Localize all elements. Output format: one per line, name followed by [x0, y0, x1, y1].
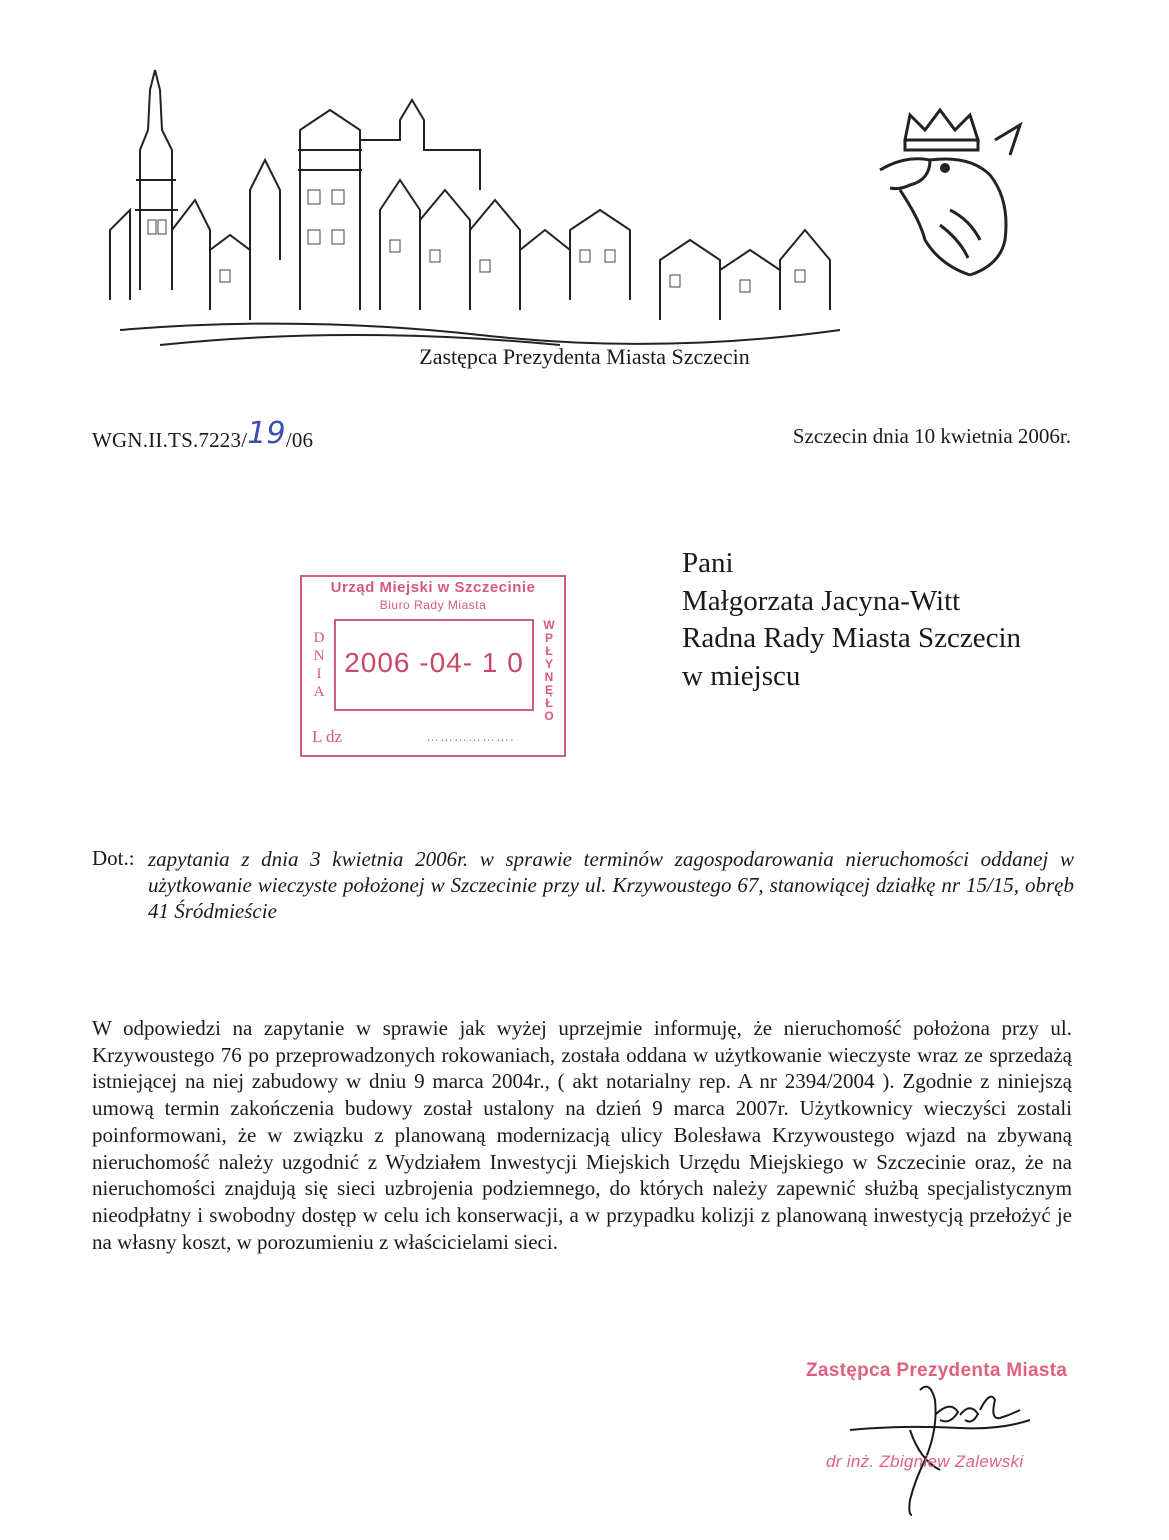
addressee-block [682, 545, 1021, 695]
stamp-ldz-dots: ………………. [426, 729, 515, 744]
griffin-crest-icon [860, 100, 1030, 280]
addressee-name: Małgorzata Jacyna-Witt [682, 584, 961, 617]
date-line: Szczecin dnia 10 kwietnia 2006r. [792, 424, 1071, 448]
signature-stamp-title: Zastępca Prezydenta Miasta [806, 1360, 1068, 1381]
signature-stamp-name: dr inż. Zbigniew Zalewski [826, 1452, 1024, 1471]
handwritten-signature [840, 1370, 1050, 1520]
subject-label: Dot.: [92, 846, 135, 870]
stamp-ldz-label: L dz [312, 727, 343, 746]
addressee-salutation: Pani [682, 547, 734, 579]
reference-suffix: /06 [285, 428, 314, 452]
office-title: Zastępca Prezydenta Miasta Szczecin [419, 344, 750, 369]
stamp-received-label: W P Ł Y N Ę Ł O [543, 618, 555, 723]
stamp-day-label: D N I A [313, 630, 325, 700]
reference-number [92, 416, 314, 455]
city-skyline-illustration [100, 60, 860, 350]
stamp-department: Biuro Rady Miasta [379, 598, 487, 612]
received-stamp [300, 575, 566, 757]
stamp-date-box [334, 619, 534, 711]
handwritten-reference-number: 19 [247, 416, 286, 451]
reference-prefix: WGN.II.TS.7223/ [92, 428, 248, 452]
addressee-position: Radna Rady Miasta Szczecin [682, 622, 1022, 654]
letter-body: W odpowiedzi na zapytanie w sprawie jak wyżej uprzejmie informuję, że nieruchomość położona przy ul. Krzywoustego 76 po przeprowadzonych rokowaniach, została oddana w użytkowanie wieczyste wraz ze sprzedażą istniejącej na niej zabudowy w dniu 9 marca 2004r., ( akt notarialny rep. A nr 2394/2004 ). Zgodnie z niniejszą umową termin zakończenia budowy został ustalony na dzień 9 marca 2007r. Użytkownicy wieczyści zostali poinformowani, że w związku z planowaną modernizacją ulicy Bolesława Krzywoustego wjazd na zbywaną nieruchomość należy uzgodnić z Wydziałem Inwestycji Miejskich Urzędu Miejskiego w Szczecinie oraz, że na nieruchomości znajdują się sieci uzbrojenia podziemnego, do których należy zapewnić służbą specjalistycznym nieodpłatny i swobodny dostęp w celu ich konserwacji, a w przypadku kolizji z planowaną inwestycją przełożyć je na własny koszt, w porozumieniu z właścicielami sieci. [92, 1016, 1072, 1254]
stamp-office-name: Urząd Miejski w Szczecinie [330, 579, 536, 596]
subject-text: zapytania z dnia 3 kwietnia 2006r. w sprawie terminów zagospodarowania nieruchomości oddanej w użytkowanie wieczyste położonej w Szczecinie przy ul. Krzywoustego 67, stanowiącej działkę nr 15/15, obręb 41 Śródmieście [148, 847, 1074, 923]
stamp-date: 2006 -04- 1 0 [344, 647, 524, 678]
addressee-location: w miejscu [682, 659, 801, 692]
